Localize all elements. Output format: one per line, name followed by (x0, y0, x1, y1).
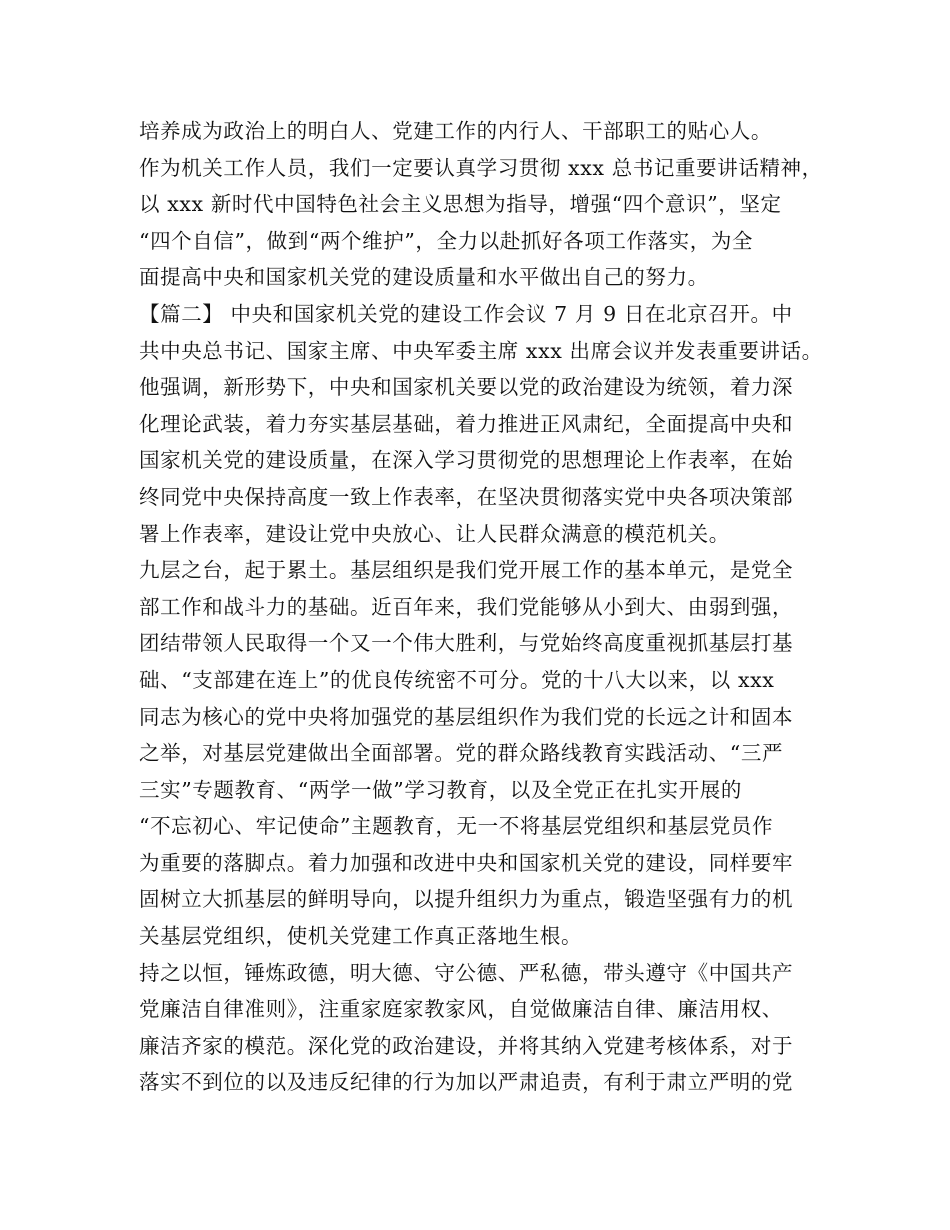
text-line: 化理论武装，着力夯实基层基础，着力推进正风肃纪，全面提高中央和 (139, 411, 794, 436)
text-line: 九层之台，起于累土。基层组织是我们党开展工作的基本单元，是党全 (139, 558, 794, 583)
text-line: 面提高中央和国家机关党的建设质量和水平做出自己的努力。 (139, 265, 709, 290)
text-line: 作为机关工作人员，我们一定要认真学习贯彻 xxx 总书记重要讲话精神， (139, 155, 823, 180)
text-line: “不忘初心、牢记使命”主题教育，无一不将基层党组织和基层党员作 (139, 814, 774, 839)
text-line: 共中央总书记、国家主席、中央军委主席 xxx 出席会议并发表重要讲话。 (139, 338, 823, 363)
text-line: 落实不到位的以及违反纪律的行为加以严肃追责，有利于肃立严明的党 (139, 1070, 794, 1095)
text-line: “四个自信”，做到“两个维护”，全力以赴抓好各项工作落实，为全 (139, 228, 754, 253)
text-line: 培养成为政治上的明白人、党建工作的内行人、干部职工的贴心人。 (139, 119, 772, 143)
text-line: 他强调，新形势下，中央和国家机关要以党的政治建设为统领，着力深 (139, 375, 794, 400)
section-heading-line: 【篇二】 中央和国家机关党的建设工作会议 7 月 9 日在北京召开。中 (139, 301, 793, 326)
text-line: 础、“支部建在连上”的优良传统密不可分。党的十八大以来，以 xxx (139, 667, 775, 692)
body-text (139, 113, 829, 1101)
text-line: 三实”专题教育、“两学一做”学习教育，以及全党正在扎实开展的 (139, 777, 742, 802)
text-line: 固树立大抓基层的鲜明导向，以提升组织力为重点，锻造坚强有力的机 (139, 887, 794, 912)
text-line: 团结带领人民取得一个又一个伟大胜利，与党始终高度重视抓基层打基 (139, 631, 794, 656)
text-line: 为重要的落脚点。着力加强和改进中央和国家机关党的建设，同样要牢 (139, 850, 794, 875)
text-line: 关基层党组织，使机关党建工作真正落地生根。 (139, 924, 583, 949)
text-line: 廉洁齐家的模范。深化党的政治建设，并将其纳入党建考核体系，对于 (139, 1033, 794, 1058)
text-line: 持之以恒，锤炼政德，明大德、守公德、严私德，带头遵守《中国共产 (139, 960, 794, 985)
text-line: 之举，对基层党建做出全面部署。党的群众路线教育实践活动、“三严 (139, 741, 784, 766)
text-line: 部工作和战斗力的基础。近百年来，我们党能够从小到大、由弱到强， (139, 594, 794, 619)
text-line: 署上作表率，建设让党中央放心、让人民群众满意的模范机关。 (139, 521, 730, 546)
text-line: 以 xxx 新时代中国特色社会主义思想为指导，增强“四个意识”，坚定 (139, 192, 782, 217)
text-line: 国家机关党的建设质量，在深入学习贯彻党的思想理论上作表率，在始 (139, 448, 794, 473)
text-line: 党廉洁自律准则》，注重家庭家教家风，自觉做廉洁自律、廉洁用权、 (139, 997, 783, 1022)
text-line: 终同党中央保持高度一致上作表率，在坚决贯彻落实党中央各项决策部 (139, 484, 794, 509)
text-line: 同志为核心的党中央将加强党的基层组织作为我们党的长远之计和固本 (139, 704, 794, 729)
